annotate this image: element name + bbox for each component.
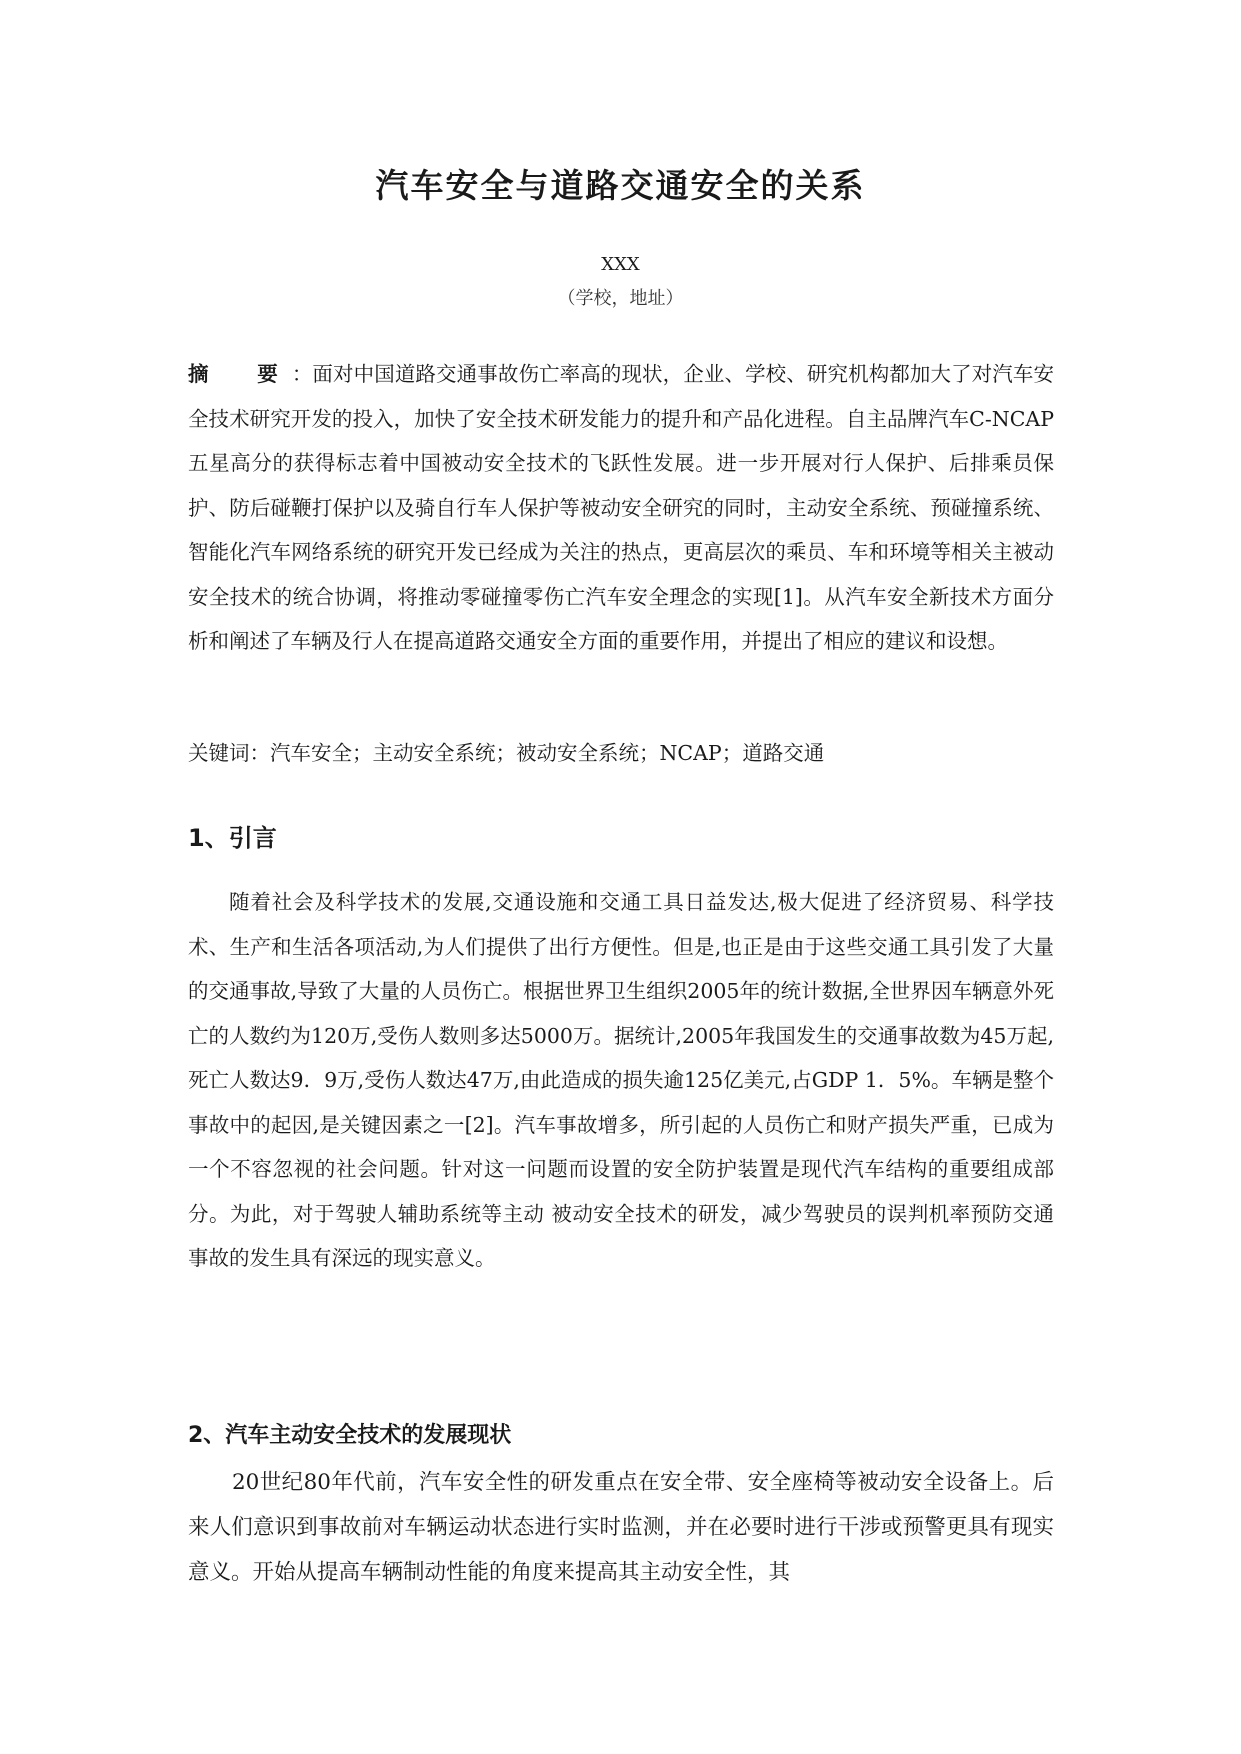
abstract-paragraph: [188, 352, 1054, 664]
section-1-paragraph: 随着社会及科学技术的发展,交通设施和交通工具日益发达,极大促进了经济贸易、科学技术、生产和生活各项活动,为人们提供了出行方便性。但是,也正是由于这些交通工具引发了大量的交通事故,导致了大量的人员伤亡。根据世界卫生组织2005年的统计数据,全世界因车辆意外死亡的人数约为120万,受伤人数则多达5000万。据统计,2005年我国发生的交通事故数为45万起,死亡人数达9．9万,受伤人数达47万,由此造成的损失逾125亿美元,占GDP 1．5%。车辆是整个事故中的起因,是关键因素之一[2]。汽车事故增多，所引起的人员伤亡和财产损失严重，已成为一个不容忽视的社会问题。针对这一问题而设置的安全防护装置是现代汽车结构的重要组成部分。为此，对于驾驶人辅助系统等主动 被动安全技术的研发，减少驾驶员的误判机率预防交通事故的发生具有深远的现实意义。: [188, 890, 1054, 1270]
keywords-label: 关键词：: [188, 741, 270, 765]
abstract-label: 摘 要: [188, 362, 292, 386]
section-1-heading: 1、引言: [188, 824, 277, 852]
section-2-heading: 2、汽车主动安全技术的发展现状: [188, 1423, 512, 1448]
keywords-line: [188, 736, 1054, 766]
author-affiliation: （学校，地址）: [557, 288, 684, 309]
abstract-separator: ：: [291, 362, 313, 386]
author-name: XXX: [601, 254, 640, 275]
section-2-paragraph: 20世纪80年代前，汽车安全性的研发重点在安全带、安全座椅等被动安全设备上。后来人们意识到事故前对车辆运动状态进行实时监测，并在必要时进行干涉或预警更具有现实意义。开始从提高车辆制动性能的角度来提高其主动安全性，其: [188, 1470, 1054, 1585]
abstract-text: 面对中国道路交通事故伤亡率高的现状，企业、学校、研究机构都加大了对汽车安全技术研究开发的投入，加快了安全技术研发能力的提升和产品化进程。自主品牌汽车C-NCAP五星高分的获得标志着中国被动安全技术的飞跃性发展。进一步开展对行人保护、后排乘员保护、防后碰鞭打保护以及骑自行车人保护等被动安全研究的同时，主动安全系统、预碰撞系统、智能化汽车网络系统的研究开发已经成为关注的热点，更高层次的乘员、车和环境等相关主被动安全技术的统合协调，将推动零碰撞零伤亡汽车安全理念的实现[1]。从汽车安全新技术方面分析和阐述了车辆及行人在提高道路交通安全方面的重要作用，并提出了相应的建议和设想。: [188, 362, 1055, 653]
paper-title: 汽车安全与道路交通安全的关系: [375, 166, 866, 205]
keywords-text: 汽车安全；主动安全系统；被动安全系统；NCAP；道路交通: [270, 741, 825, 765]
